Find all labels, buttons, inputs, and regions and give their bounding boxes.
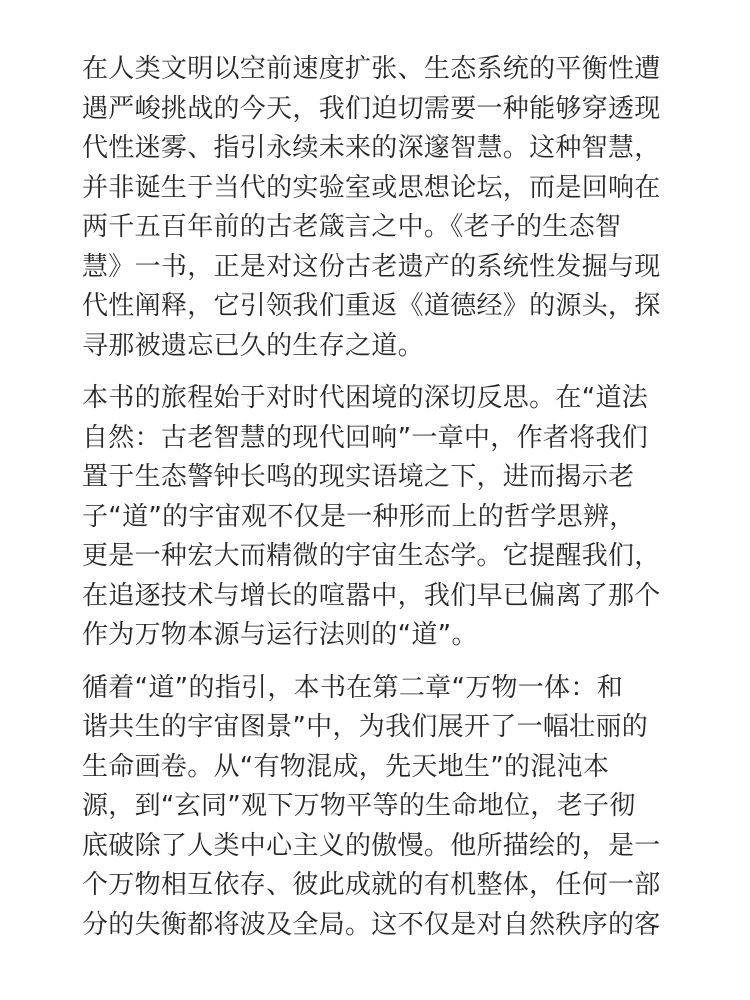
- text-line: 分的失衡都将波及全局。这不仅是对自然秩序的客: [82, 909, 661, 940]
- text-line: 生命画卷。从“有物混成，先天地生”的混沌本: [82, 751, 610, 782]
- text-line: 两千五百年前的古老箴言之中。《老子的生态智: [82, 212, 622, 242]
- text-line: 并非诞生于当代的实验室或思想论坛，而是回响在: [82, 172, 661, 203]
- text-line: 个万物相互依存、彼此成就的有机整体，任何一部: [82, 870, 661, 900]
- text-line: 谐共生的宇宙图景”中，为我们展开了一幅壮丽的: [82, 712, 649, 742]
- text-line: 源，到“玄同”观下万物平等的生命地位，老子彻: [82, 791, 636, 821]
- paragraph-chapter-one: [82, 379, 682, 656]
- text-line: 作为万物本源与运行法则的“道”。: [82, 620, 478, 650]
- text-line: 在追逐技术与增长的喧嚣中，我们早已偏离了那个: [82, 580, 661, 611]
- text-line: 在人类文明以空前速度扩张、生态系统的平衡性遭: [82, 54, 661, 84]
- text-line: 底破除了人类中心主义的傲慢。他所描绘的，是一: [82, 830, 661, 861]
- article-body: [82, 50, 682, 958]
- text-line: 寻那被遗忘已久的生存之道。: [82, 330, 424, 361]
- text-line: 更是一种宏大而精微的宇宙生态学。它提醒我们，: [82, 541, 661, 571]
- text-line: 代性迷雾、指引永续未来的深邃智慧。这种智慧，: [82, 133, 661, 163]
- text-line: 子“道”的宇宙观不仅是一种形而上的哲学思辨，: [82, 501, 636, 532]
- text-line: 慧》一书，正是对这份古老遗产的系统性发掘与现: [82, 251, 661, 282]
- text-line: 自然：古老智慧的现代回响”一章中，作者将我们: [82, 422, 649, 453]
- text-line: 遇严峻挑战的今天，我们迫切需要一种能够穿透现: [82, 93, 661, 124]
- paragraph-chapter-two: [82, 669, 682, 946]
- paragraph-intro: [82, 50, 682, 366]
- text-line: 循着“道”的指引，本书在第二章“万物一体：和: [82, 672, 624, 703]
- text-line: 代性阐释，它引领我们重返《道德经》的源头，探: [82, 291, 661, 321]
- text-line: 本书的旅程始于对时代困境的深切反思。在“道法: [82, 383, 649, 413]
- text-line: 置于生态警钟长鸣的现实语境之下，进而揭示老: [82, 462, 635, 492]
